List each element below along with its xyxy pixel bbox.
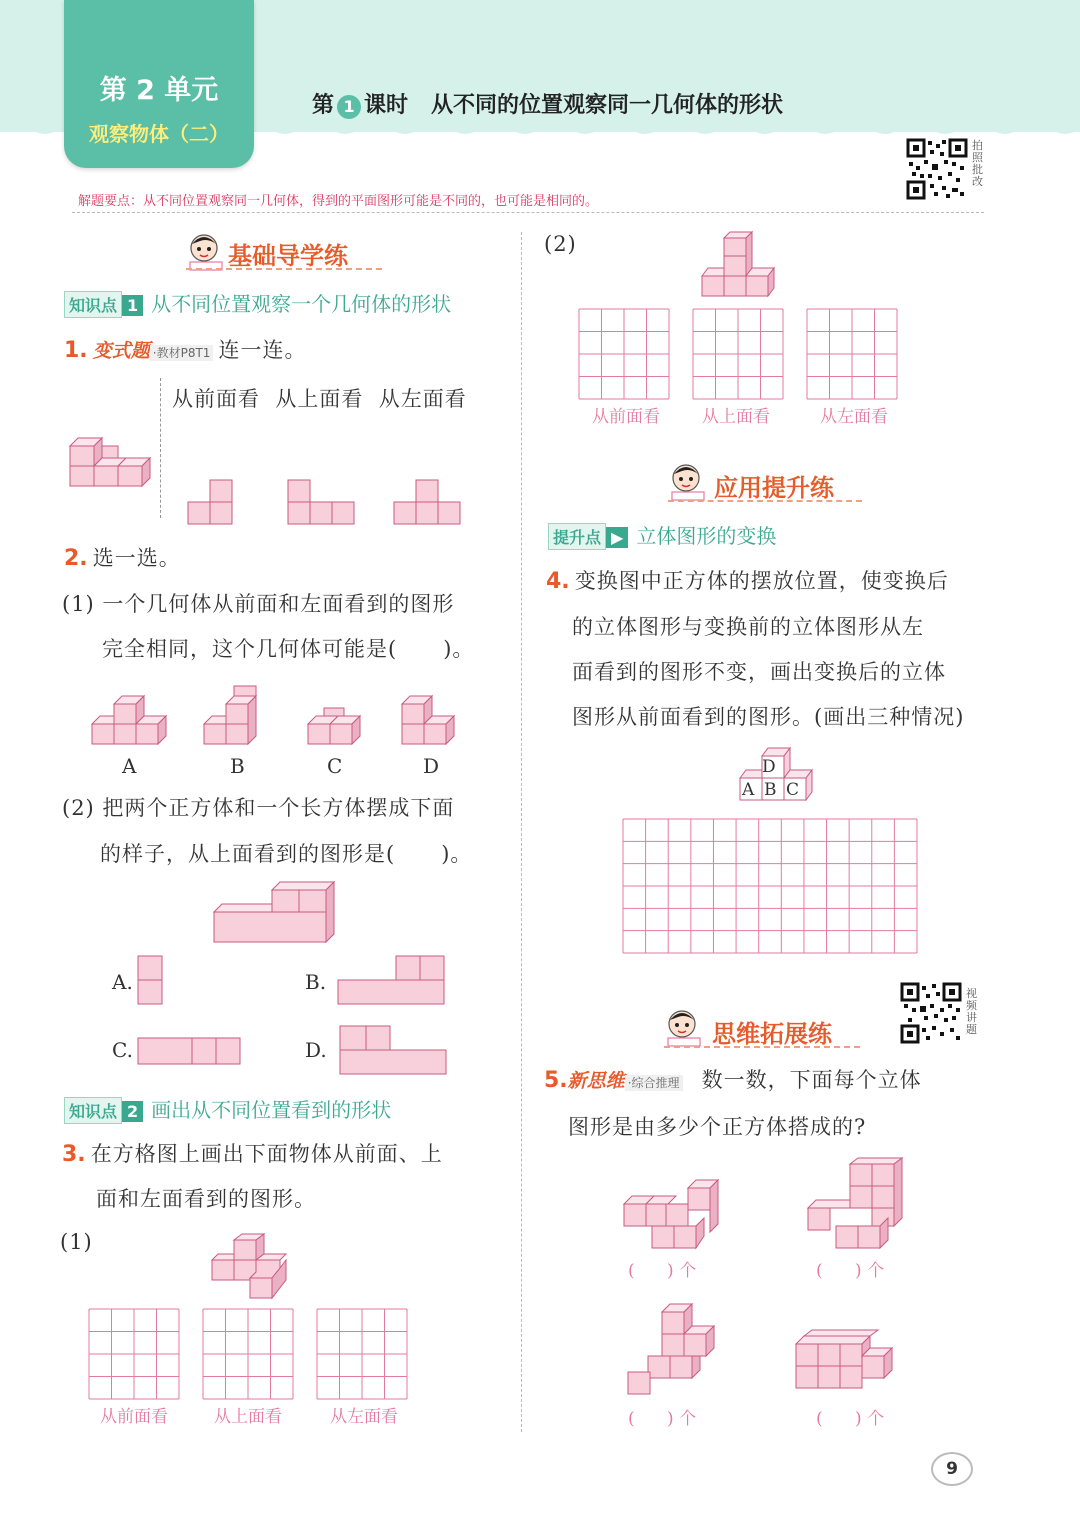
q5-number: 5. xyxy=(544,1068,568,1093)
question-2-header xyxy=(64,542,181,572)
improvement-tag: 提升点 xyxy=(548,523,606,550)
q2-option-a-figure xyxy=(92,688,168,748)
q4-answer-grid[interactable] xyxy=(622,818,918,954)
q2-part2-option-a-figure xyxy=(138,956,164,1006)
question-4-header xyxy=(546,565,949,595)
q3-part2-grid-top[interactable] xyxy=(692,308,784,400)
kp2-num: 2 xyxy=(122,1101,143,1122)
q2-part2-solid xyxy=(214,880,336,946)
q4-number: 4. xyxy=(546,569,570,594)
q1-number: 1. xyxy=(64,338,88,363)
q4-line2: 的立体图形与变换前的立体图形从左 xyxy=(572,615,924,639)
q5-answer-2[interactable]: ( ) 个 xyxy=(816,1261,885,1281)
q2-part2-option-c[interactable]: C. xyxy=(112,1038,133,1062)
qr-code-icon[interactable] xyxy=(906,138,968,200)
q2-part2-option-b[interactable]: B. xyxy=(305,970,327,994)
q2-part2-option-c-figure xyxy=(138,1038,244,1066)
qr-label-1: 拍照批改 xyxy=(972,139,983,188)
kp1-num: 1 xyxy=(122,295,143,316)
play-arrow-icon: ▶ xyxy=(606,527,628,548)
q3-part1-grid-front[interactable] xyxy=(88,1308,180,1400)
q3-part2-grid-left[interactable] xyxy=(806,308,898,400)
q3-part2-label-top: 从上面看 xyxy=(702,407,770,427)
q3-line1: 在方格图上画出下面物体从前面、上 xyxy=(90,1142,443,1166)
student-mascot-icon xyxy=(668,462,708,502)
section-thinking-underline xyxy=(664,1046,860,1048)
q4-line1: 变换图中正方体的摆放位置，使变换后 xyxy=(574,569,949,593)
q4-line3: 面看到的图形不变，画出变换后的立体 xyxy=(572,660,946,684)
question-5-header xyxy=(544,1064,922,1094)
q2-option-c[interactable]: C xyxy=(327,754,343,778)
q1-divider xyxy=(160,378,161,518)
solution-tip: 解题要点：从不同位置观察同一几何体，得到的平面图形可能是不同的，也可能是相同的。 xyxy=(78,194,599,209)
question-3-header xyxy=(62,1138,443,1168)
lesson-title-text: 从不同的位置观察同一几何体的形状 xyxy=(431,93,784,118)
knowledge-point-2 xyxy=(64,1094,391,1124)
q5-tag-sub: ·综合推理 xyxy=(625,1075,683,1091)
lesson-title xyxy=(312,88,783,119)
q5-line1: 数一数，下面每个立体 xyxy=(701,1068,922,1092)
q2-option-b[interactable]: B xyxy=(230,754,245,778)
q2-option-c-figure xyxy=(308,704,364,748)
q3-part1-solid xyxy=(210,1234,290,1302)
q1-text: 连一连。 xyxy=(218,338,307,362)
q3-part2-solid xyxy=(700,232,776,300)
lesson-prefix: 第 xyxy=(312,93,335,118)
lesson-suffix: 课时 xyxy=(364,93,409,118)
qr-code-icon[interactable] xyxy=(900,982,962,1044)
student-mascot-icon xyxy=(186,232,226,272)
cube-label-a: A xyxy=(742,780,755,800)
page-number: 9 xyxy=(931,1452,973,1486)
section-thinking-title: 思维拓展练 xyxy=(712,1020,832,1048)
q5-figure-1 xyxy=(622,1178,720,1252)
q3-part1-grid-left[interactable] xyxy=(316,1308,408,1400)
q3-part2-label: (2) xyxy=(544,232,577,256)
section-apply-title: 应用提升练 xyxy=(714,474,834,502)
q3-number: 3. xyxy=(62,1142,86,1167)
q2-part2-option-d-figure xyxy=(340,1026,450,1078)
q3-part2-label-front: 从前面看 xyxy=(592,407,660,427)
q3-part1-label-left: 从左面看 xyxy=(330,1407,398,1427)
kp1-text: 从不同位置观察一个几何体的形状 xyxy=(151,292,452,316)
improvement-text: 立体图形的变换 xyxy=(636,524,777,548)
cube-label-d: D xyxy=(762,757,776,777)
q2-text: 选一选。 xyxy=(92,546,181,570)
q2-part2-option-b-figure xyxy=(338,956,448,1006)
q3-part1-label: (1) xyxy=(60,1230,93,1254)
section-basic-title: 基础导学练 xyxy=(228,242,348,270)
unit-subtitle: 观察物体（二） xyxy=(89,122,229,146)
q2-part2-line1: (2) 把两个正方体和一个长方体摆成下面 xyxy=(62,796,455,820)
q5-figure-4 xyxy=(794,1326,898,1392)
tip-divider xyxy=(72,212,984,213)
q3-part1-label-top: 从上面看 xyxy=(214,1407,282,1427)
q2-option-a[interactable]: A xyxy=(122,754,137,778)
q1-view-option-3 xyxy=(394,480,462,526)
q4-line4: 图形从前面看到的图形。(画出三种情况) xyxy=(572,705,965,729)
knowledge-point-1 xyxy=(64,288,451,318)
q2-option-d-figure xyxy=(402,688,460,748)
q1-source: ·教材P8T1 xyxy=(150,345,214,361)
section-apply-underline xyxy=(668,500,862,502)
q1-view-option-1 xyxy=(188,480,234,526)
q2-option-d[interactable]: D xyxy=(423,754,440,778)
q3-line2: 面和左面看到的图形。 xyxy=(96,1187,316,1211)
cube-label-c: C xyxy=(786,780,800,800)
q2-number: 2. xyxy=(64,546,88,571)
section-basic-underline xyxy=(186,268,382,270)
lesson-number: 1 xyxy=(337,95,361,119)
kp2-text: 画出从不同位置看到的形状 xyxy=(151,1098,392,1122)
q5-answer-3[interactable]: ( ) 个 xyxy=(628,1409,697,1429)
q5-tag-new: 新思维 xyxy=(567,1070,625,1092)
kp2-tag: 知识点 xyxy=(64,1097,122,1124)
improvement-point xyxy=(548,520,776,550)
q5-answer-1[interactable]: ( ) 个 xyxy=(628,1261,697,1281)
unit-title: 第 2 单元 xyxy=(99,75,219,106)
student-mascot-icon xyxy=(664,1008,704,1048)
kp1-tag: 知识点 xyxy=(64,291,122,318)
q3-part2-grid-front[interactable] xyxy=(578,308,670,400)
q1-tag: 变式题 xyxy=(92,340,150,362)
q5-figure-3 xyxy=(626,1302,720,1398)
qr-label-2: 视频讲题 xyxy=(966,987,977,1036)
q2-part1-line1: (1) 一个几何体从前面和左面看到的图形 xyxy=(62,592,455,616)
q3-part2-label-left: 从左面看 xyxy=(820,407,888,427)
q5-figure-2 xyxy=(806,1156,906,1252)
q2-part2-option-d[interactable]: D. xyxy=(305,1038,327,1062)
cube-label-b: B xyxy=(764,780,777,800)
q3-part1-label-front: 从前面看 xyxy=(100,1407,168,1427)
q5-line2: 图形是由多少个正方体搭成的? xyxy=(568,1115,867,1139)
q1-view-labels: 从前面看 从上面看 从左面看 xyxy=(172,387,467,411)
q2-part1-line2: 完全相同，这个几何体可能是( )。 xyxy=(102,637,475,661)
column-divider xyxy=(521,232,522,1432)
q1-solid-figure xyxy=(68,428,152,490)
q1-view-option-2 xyxy=(288,480,356,526)
q2-option-b-figure xyxy=(204,684,260,748)
q5-answer-4[interactable]: ( ) 个 xyxy=(816,1409,885,1429)
q3-part1-grid-top[interactable] xyxy=(202,1308,294,1400)
q2-part2-option-a[interactable]: A. xyxy=(112,970,133,994)
q2-part2-line2: 的样子，从上面看到的图形是( )。 xyxy=(100,842,473,866)
question-1-header xyxy=(64,334,307,364)
